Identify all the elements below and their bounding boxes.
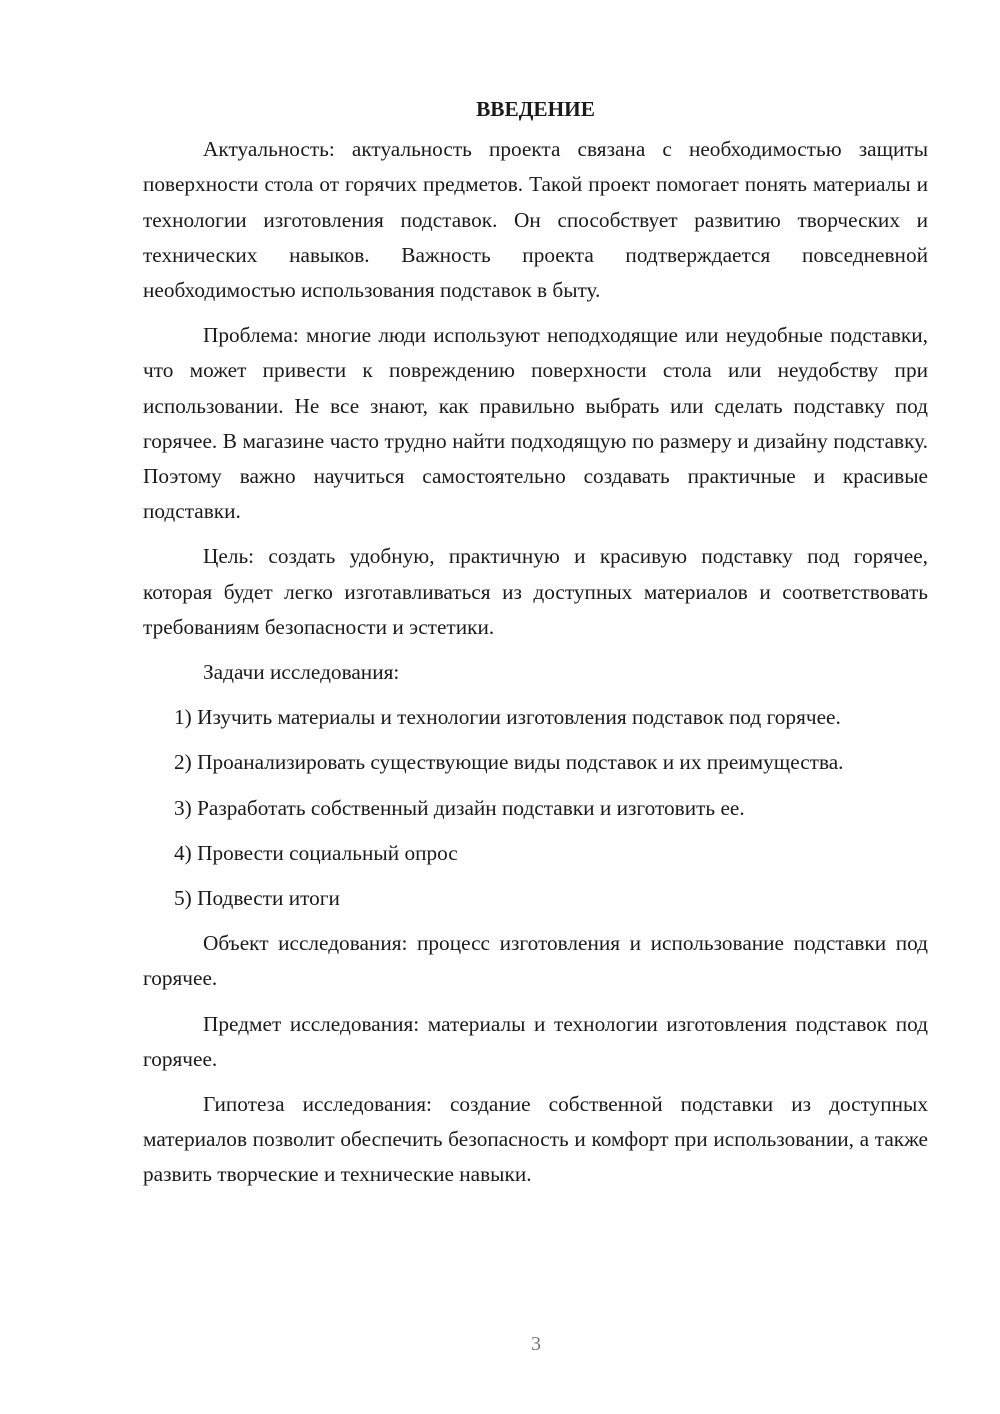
tasks-list	[143, 700, 928, 916]
list-item: 2) Проанализировать существующие виды подставок и их преимущества.	[174, 750, 844, 775]
list-item: 3) Разработать собственный дизайн подставки и изготовить ее.	[174, 795, 745, 820]
paragraph-problem: Проблема: многие люди используют неподходящие или неудобные подставки, что может привести к повреждению поверхности стола или неудобству при использовании. Не все знают, как правильно выбрать или сделать подставку под горячее. В магазине часто трудно найти подходящую по размеру и дизайну подставку. Поэтому важно научиться самостоятельно создавать практичные и красивые подставки.	[143, 323, 928, 524]
list-item: 1) Изучить материалы и технологии изготовления подставок под горячее.	[174, 705, 841, 730]
paragraph-hypothesis: Гипотеза исследования: создание собственной подставки из доступных материалов позволит обеспечить безопасность и комфорт при использовании, а также развить творческие и технические навыки.	[143, 1092, 928, 1187]
paragraph-goal: Цель: создать удобную, практичную и красивую подставку под горячее, которая будет легко изготавливаться из доступных материалов и соответствовать требованиям безопасности и эстетики.	[143, 544, 928, 639]
page-title: ВВЕДЕНИЕ	[476, 97, 595, 121]
list-item: 4) Провести социальный опрос	[174, 840, 458, 865]
paragraph-object: Объект исследования: процесс изготовления и использование подставки под горячее.	[143, 931, 928, 991]
paragraph-relevance: Актуальность: актуальность проекта связана с необходимостью защиты поверхности стола от горячих предметов. Такой проект помогает понять материалы и технологии изготовления подставок. Он способствует развитию творческих и технических навыков. Важность проекта подтверждается повседневной необходимостью использования подставок в быту.	[143, 137, 928, 303]
paragraph-subject: Предмет исследования: материалы и технологии изготовления подставок под горячее.	[143, 1011, 928, 1071]
document-page	[143, 92, 928, 1193]
tasks-heading: Задачи исследования:	[203, 660, 400, 685]
list-item: 5) Подвести итоги	[174, 886, 340, 911]
page-number: 3	[531, 1333, 541, 1355]
